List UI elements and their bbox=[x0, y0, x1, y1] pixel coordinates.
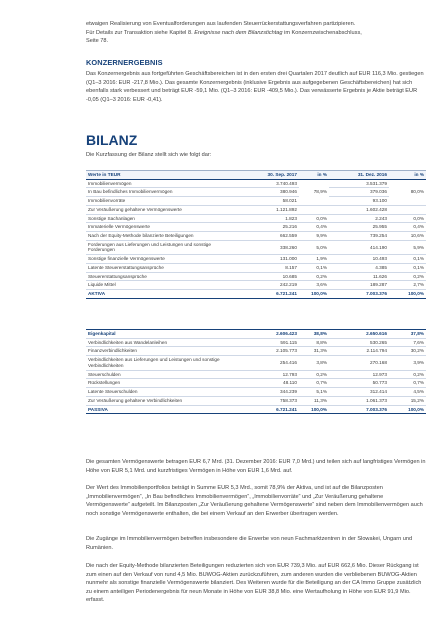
paragraph-total-assets: Die gesamten Vermögenswerte betragen EUR 6,7 Mrd. (31. Dezember 2016: EUR 7,0 Mrd.) und teilen sich auf langfristiges Vermögen in Höhe von EUR 5,1 Mrd. und kurzfristiges Vermögen in Höhe von EUR 1,6 Mrd. auf. bbox=[86, 459, 426, 474]
table-row: Verbindlichkeiten aus Wandelanleihen 591.115 8,8% 530.265 7,6% bbox=[86, 338, 426, 347]
aktiva-total-row: AKTIVA 6.721.241 100,0% 7.003.376 100,0% bbox=[86, 290, 426, 299]
table-row: Sonstige finanzielle Vermögenswerte 131.000 1,9% 10.493 0,1% bbox=[86, 255, 426, 264]
table-row: Nach der Equity-Methode bilanzierte Beteiligungen 662.559 9,9% 739.254 10,6% bbox=[86, 231, 426, 240]
paragraph-portfolio: Der Wert des Immobilienportfolios beträgt in Summe EUR 5,3 Mrd., somit 78,9% der Aktiva, und ist auf die Bilanzposten „Immobilienvermögen“, „In Bau befindliches Immobilienvermögen“, „Immobilienvorräte“ und „Zur Veräußerung gehaltene Vermögenswerte“ aufgeteilt. Im Bilanzposten „Zur Veräußerung gehaltene Vermögenswerte“ sind neben dem Immobilienvermögen auch noch sonstige Vermögenswerte enthalten, die bei einem Verkauf an den Erwerber übertragen werden. bbox=[86, 485, 423, 517]
col-header-pct-2017: in % bbox=[299, 171, 329, 180]
col-header-dec-2016: 31. Dez. 2016 bbox=[329, 171, 389, 180]
intro-line-1: etwaigen Realisierung von Eventualforderungen aus laufenden Steuerrückerstattungsverfahren partizipieren. bbox=[86, 21, 356, 27]
liability-rows bbox=[86, 330, 426, 406]
bilanz-heading: BILANZ bbox=[86, 132, 138, 148]
table-row: Sonstige Sachanlagen 1.823 0,0% 2.243 0,0% bbox=[86, 214, 426, 223]
col-header-label: Werte in TEUR bbox=[86, 171, 241, 180]
table-row: Latente Steuererstattungsansprüche 8.157 0,1% 4.385 0,1% bbox=[86, 263, 426, 272]
table-row: Eigenkapital 2.606.423 38,8% 2.650.616 37,8% bbox=[86, 330, 426, 339]
bilanz-intro: Die Kurzfassung der Bilanz stellt sich wie folgt dar: bbox=[86, 152, 212, 158]
table-row: Liquide Mittel 242.219 3,6% 189.287 2,7% bbox=[86, 281, 426, 290]
table-row: Latente Steuerschulden 344.239 5,1% 312.414 4,5% bbox=[86, 388, 426, 397]
table-row: Zur Veräußerung gehaltene Verbindlichkeiten 758.373 11,3% 1.061.373 15,2% bbox=[86, 396, 426, 405]
paragraph-equity-method: Die nach der Equity-Methode bilanzierten Beteiligungen reduzierten sich von EUR 739,3 Mio. auf EUR 662,6 Mio. Dieser Rückgang ist zum einen auf den Verkauf von rund 4,5 Mio. BUWOG-Aktien zurückzuführen, zum anderen wurden die verbliebenen BUWOG-Aktien nunmehr als sonstige finanzielle Vermögenswerte bilanziert. Des Weiteren wurde für die Beteiligung an der CA Immo Gruppe zusätzlich zu einem anteiligen Periodenergebnis für neun Monate in Höhe von EUR 38,8 Mio. eine Wertaufholung in Höhe von EUR 91,9 Mio. erfasst. bbox=[86, 563, 422, 604]
merged-percent-2016: 80,0% bbox=[389, 179, 426, 205]
asset-rows bbox=[86, 214, 426, 290]
konzernergebnis-heading: KONZERNERGEBNIS bbox=[86, 58, 163, 67]
passiva-total-row: PASSIVA 6.721.241 100,0% 7.003.376 100,0% bbox=[86, 405, 426, 414]
table-row: Immobilienvermögen 3.740.493 78,9% 3.531.379 80,0% bbox=[86, 179, 426, 188]
table-row: Forderungen aus Lieferungen und Leistungen und sonstige Forderungen 338.260 5,0% 414.190 5,9% bbox=[86, 240, 426, 255]
table-row: Steuerschulden 12.793 0,2% 12.973 0,2% bbox=[86, 370, 426, 379]
col-header-sep-2017: 30. Sep. 2017 bbox=[241, 171, 299, 180]
table-row: In Bau befindliches Immobilienvermögen 380.946 379.036 bbox=[86, 188, 426, 197]
table-header-row bbox=[86, 171, 426, 180]
intro-line-2: Für Details zur Transaktion siehe Kapitel 8. Ereignisse nach dem Bilanzstichtag im Konzernzwischenabschluss, bbox=[86, 29, 362, 36]
table-row: Steuererstattungsansprüche 10.685 0,2% 11.626 0,2% bbox=[86, 272, 426, 281]
table-row: Verbindlichkeiten aus Lieferungen und Leistungen und sonstige Verbindlichkeiten 254.416 3,8% 270.168 3,9% bbox=[86, 356, 426, 371]
table-row: Finanzverbindlichkeiten 2.105.773 31,3% 2.114.794 30,2% bbox=[86, 347, 426, 356]
table-row: Rückstellungen 48.110 0,7% 50.773 0,7% bbox=[86, 379, 426, 388]
section-reference: Ereignisse nach dem Bilanzstichtag bbox=[194, 29, 283, 36]
liabilities-table bbox=[86, 329, 426, 414]
konzernergebnis-text: Das Konzernergebnis aus fortgeführten Geschäftsbereichen ist in den ersten drei Quartalen 2017 deutlich auf EUR 116,3 Mio. gestiegen (Q1–3 2016: EUR -217,8 Mio.). Das gesamte Konzernergebnis (inklusive Ergebnis aus aufgegebenen Geschäftsbereichen) hat sich ebenfalls stark verbessert und beträgt EUR -59,1 Mio. (Q1–3 2016: EUR -409,5 Mio.). Das verwässerte Ergebnis je Aktie beträgt EUR -0,05 (Q1–3 2016: EUR -0,41). bbox=[86, 71, 424, 103]
col-header-pct-2016: in % bbox=[389, 171, 426, 180]
balance-sheet-table bbox=[86, 170, 426, 299]
table-row: Immobilienvorräte 58.021 93.100 bbox=[86, 197, 426, 206]
table-row: Immaterielle Vermögenswerte 25.216 0,4% 25.955 0,4% bbox=[86, 223, 426, 232]
intro-line-3: Seite 78. bbox=[86, 38, 109, 45]
table-row: Zur Veräußerung gehaltene Vermögenswerte 1.121.892 1.602.428 bbox=[86, 205, 426, 214]
merged-percent-2017: 78,9% bbox=[299, 179, 329, 205]
intro-text bbox=[86, 20, 426, 46]
paragraph-acquisitions: Die Zugänge im Immobilienvermögen betreffen insbesondere die Erwerbe von neun Fachmarktzentren in der Slowakei, Ungarn und Rumänien. bbox=[86, 536, 413, 551]
